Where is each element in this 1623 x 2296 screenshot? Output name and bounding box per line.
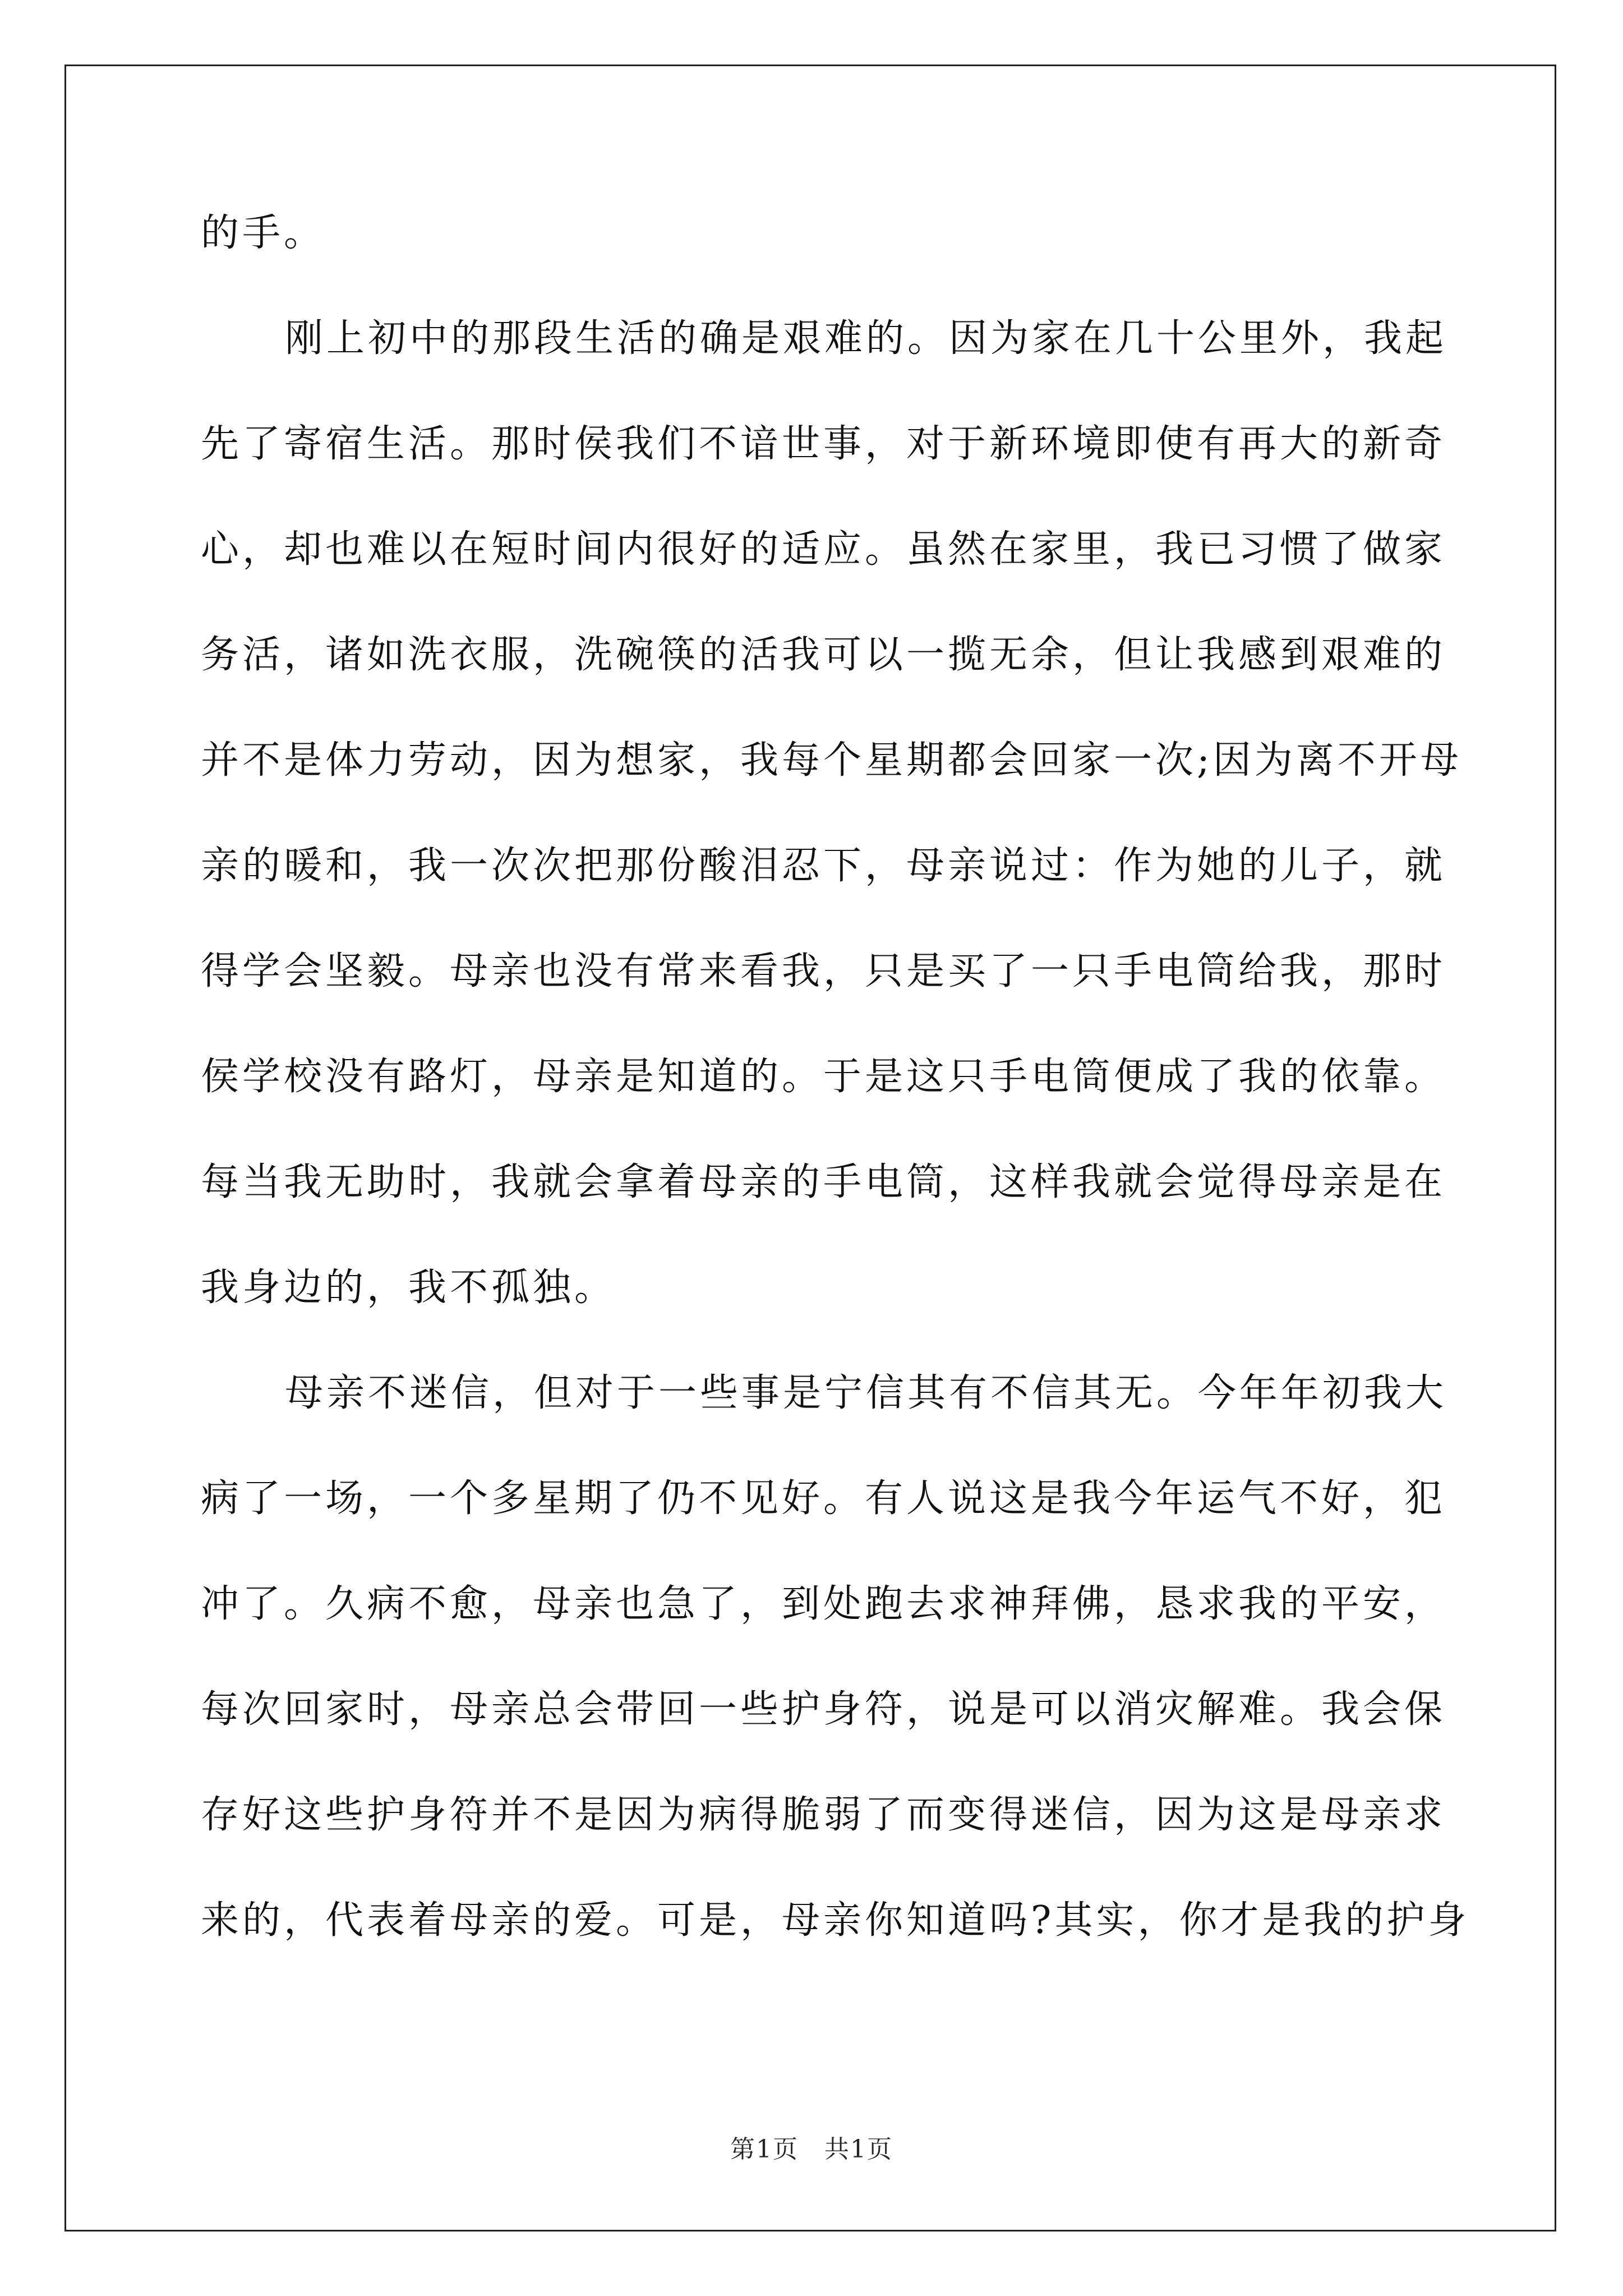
text-line: 并不是体力劳动，因为想家，我每个星期都会回家一次;因为离不开母 xyxy=(201,738,1462,783)
text-line: 冲了。久病不愈，母亲也急了，到处跑去求神拜佛，恳求我的平安， xyxy=(201,1582,1446,1626)
text-line: 先了寄宿生活。那时侯我们不谙世事，对于新环境即使有再大的新奇 xyxy=(201,422,1446,466)
text-line: 存好这些护身符并不是因为病得脆弱了而变得迷信，因为这是母亲求 xyxy=(201,1793,1446,1837)
text-line: 的手。 xyxy=(201,211,326,255)
page-footer: 第1页 共1页 xyxy=(730,2135,893,2164)
text-line: 来的，代表着母亲的爱。可是，母亲你知道吗?其实，你才是我的护身 xyxy=(201,1898,1470,1943)
text-line: 亲的暖和，我一次次把那份酸泪忍下，母亲说过：作为她的儿子，就 xyxy=(201,844,1446,888)
paragraph-first-line: 刚上初中的那段生活的确是艰难的。因为家在几十公里外，我起 xyxy=(285,316,1447,361)
text-line: 我身边的，我不孤独。 xyxy=(201,1266,616,1310)
text-line: 病了一场，一个多星期了仍不见好。有人说这是我今年运气不好，犯 xyxy=(201,1476,1446,1521)
text-line: 每当我无助时，我就会拿着母亲的手电筒，这样我就会觉得母亲是在 xyxy=(201,1160,1446,1204)
text-line: 得学会坚毅。母亲也没有常来看我，只是买了一只手电筒给我，那时 xyxy=(201,949,1446,993)
paragraph-first-line: 母亲不迷信，但对于一些事是宁信其有不信其无。今年年初我大 xyxy=(285,1371,1447,1415)
text-line: 心，却也难以在短时间内很好的适应。虽然在家里，我已习惯了做家 xyxy=(201,527,1446,572)
text-line: 务活，诸如洗衣服，洗碗筷的活我可以一揽无余，但让我感到艰难的 xyxy=(201,633,1446,677)
text-line: 每次回家时，母亲总会带回一些护身符，说是可以消灾解难。我会保 xyxy=(201,1687,1446,1732)
text-line: 侯学校没有路灯，母亲是知道的。于是这只手电筒便成了我的依靠。 xyxy=(201,1055,1446,1099)
